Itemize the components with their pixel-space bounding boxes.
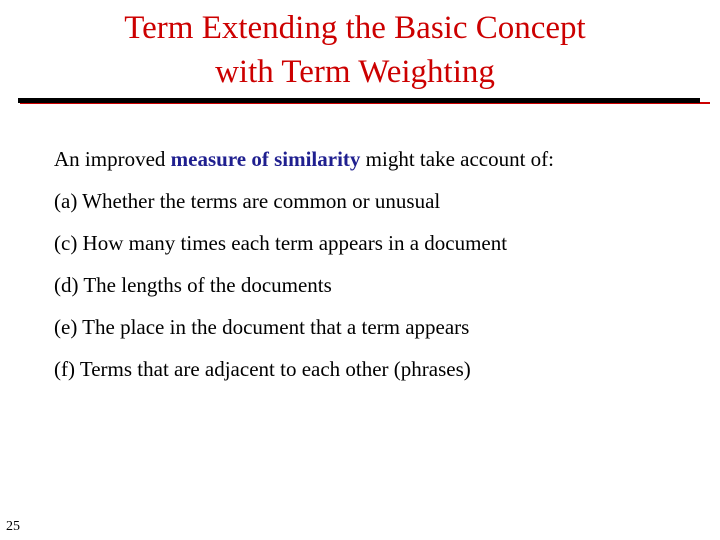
intro-after: might take account of: xyxy=(360,147,555,171)
slide-body xyxy=(54,146,694,398)
list-item-d: (d) The lengths of the documents xyxy=(54,273,332,297)
page-number: 25 xyxy=(6,519,20,534)
list-item-a: (a) Whether the terms are common or unusual xyxy=(54,189,441,213)
title-rule xyxy=(18,98,700,103)
intro-sentence xyxy=(54,146,694,172)
title-line-1: Term Extending the Basic Concept xyxy=(124,10,586,46)
intro-emphasis: measure of similarity xyxy=(170,147,361,171)
list-item-e: (e) The place in the document that a term appears xyxy=(54,315,470,339)
title-line-2: with Term Weighting xyxy=(215,54,495,90)
slide-title xyxy=(0,6,710,94)
list-item-c: (c) How many times each term appears in a document xyxy=(54,231,508,255)
intro-before: An improved xyxy=(54,147,171,171)
list-item-f: (f) Terms that are adjacent to each other (phrases) xyxy=(54,357,471,381)
